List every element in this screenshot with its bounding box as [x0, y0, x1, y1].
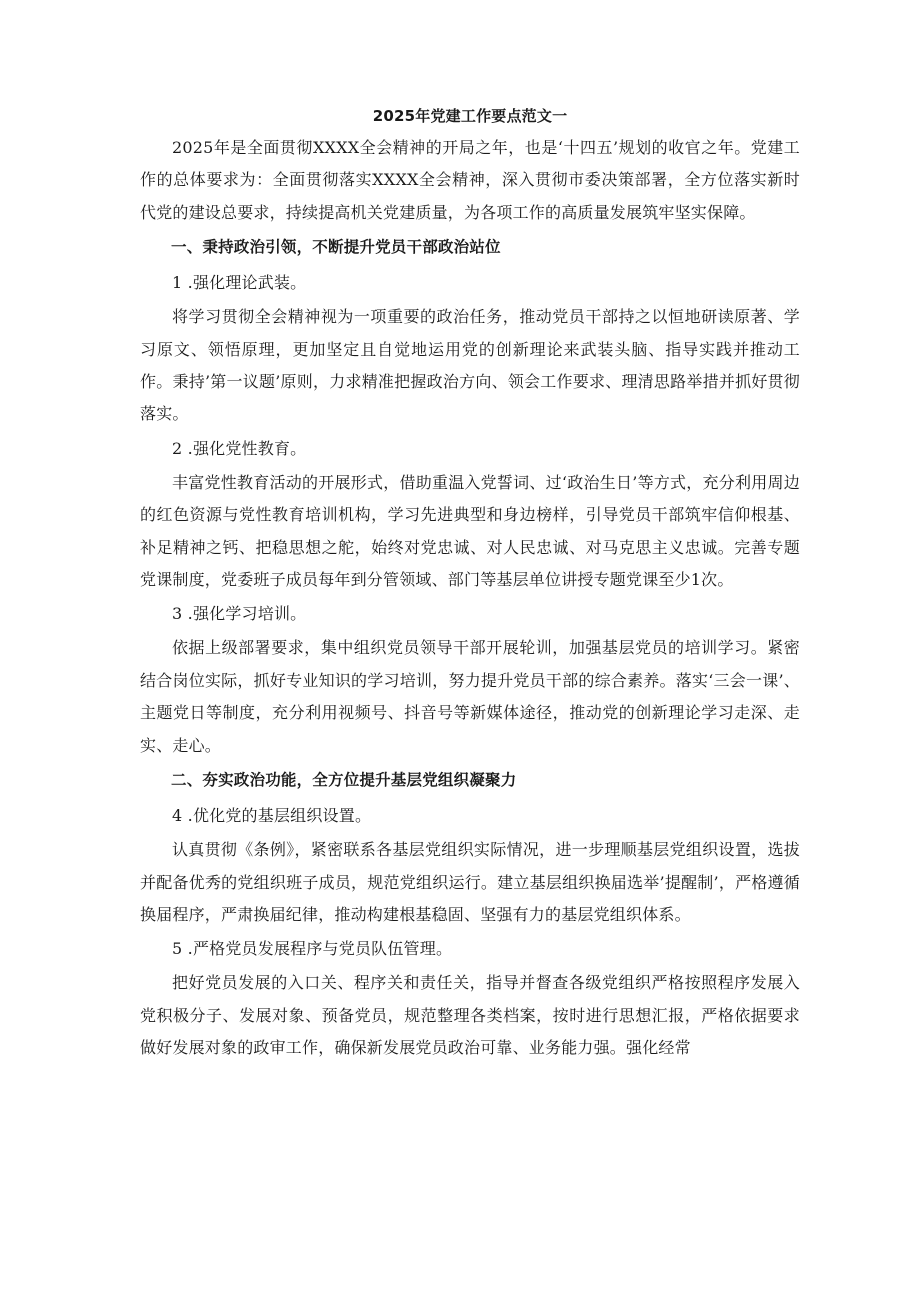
section-heading-1: 一、秉持政治引领，不断提升党员干部政治站位 [171, 238, 501, 257]
document-title: 2025年党建工作要点范文一 [372, 107, 568, 125]
item-title-4: 4 .优化党的基层组织设置。 [172, 806, 372, 826]
item-body-3: 依据上级部署要求，集中组织党员领导干部开展轮训，加强基层党员的培训学习。紧密结合岗位实际，抓好专业知识的学习培训，努力提升党员干部的综合素养。落实‘三会一课’、主题党日等制度，充分利用视频号、抖音号等新媒体途径，推动党的创新理论学习走深、走实、走心。 [140, 638, 800, 755]
item-title-5: 5 .严格党员发展程序与党员队伍管理。 [172, 939, 453, 959]
section-heading-2: 二、夯实政治功能，全方位提升基层党组织凝聚力 [171, 771, 517, 790]
intro-paragraph: 2025年是全面贯彻XXXX全会精神的开局之年，也是‘十四五’规划的收官之年。党建工作的总体要求为：全面贯彻落实XXXX全会精神，深入贯彻市委决策部署，全方位落实新时代党的建设总要求，持续提高机关党建质量，为各项工作的高质量发展筑牢坚实保障。 [140, 138, 800, 222]
item-title-2: 2 .强化党性教育。 [172, 438, 307, 458]
item-title-1: 1 .强化理论武装。 [172, 273, 307, 293]
document-page [140, 100, 800, 1065]
item-body-1: 将学习贯彻全会精神视为一项重要的政治任务，推动党员干部持之以恒地研读原著、学习原文、领悟原理，更加坚定且自觉地运用党的创新理论来武装头脑、指导实践并推动工作。秉持’第一议题’原则，力求精准把握政治方向、领会工作要求、理清思路举措并抓好贯彻落实。 [140, 307, 800, 424]
item-title-3: 3 .强化学习培训。 [172, 604, 307, 624]
item-body-5: 把好党员发展的入口关、程序关和责任关，指导并督查各级党组织严格按照程序发展入党积极分子、发展对象、预备党员，规范整理各类档案，按时进行思想汇报，严格依据要求做好发展对象的政审工作，确保新发展党员政治可靠、业务能力强。强化经常 [140, 973, 800, 1058]
item-body-4: 认真贯彻《条例》，紧密联系各基层党组织实际情况，进一步理顺基层党组织设置，选拔并配备优秀的党组织班子成员，规范党组织运行。建立基层组织换届选举’提醒制’，严格遵循换届程序，严肃换届纪律，推动构建根基稳固、坚强有力的基层党组织体系。 [140, 840, 800, 924]
item-body-2: 丰富党性教育活动的开展形式，借助重温入党誓词、过‘政治生日’等方式，充分利用周边的红色资源与党性教育培训机构，学习先进典型和身边榜样，引导党员干部筑牢信仰根基、补足精神之钙、把稳思想之舵，始终对党忠诚、对人民忠诚、对马克思主义忠诚。完善专题党课制度，党委班子成员每年到分管领域、部门等基层单位讲授专题党课至少1次。 [140, 472, 800, 590]
